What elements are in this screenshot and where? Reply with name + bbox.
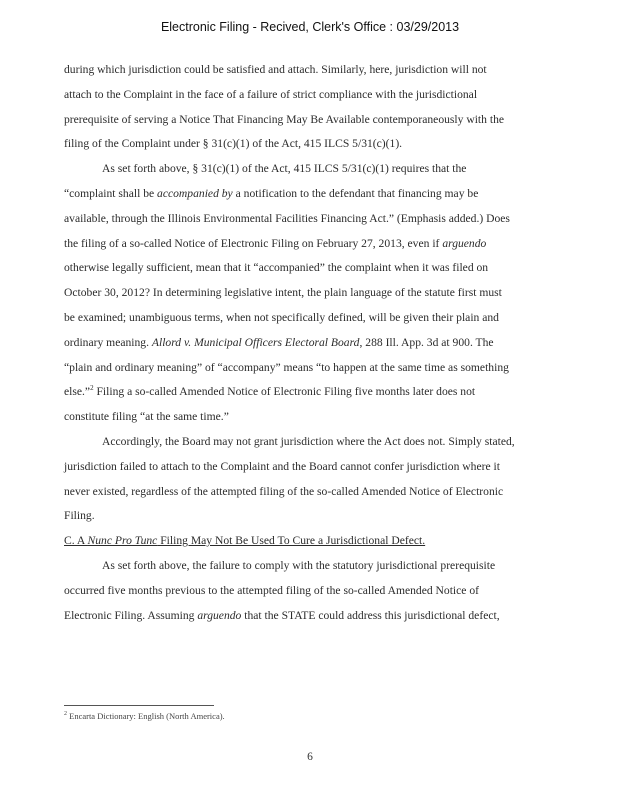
text-fragment: , 288 Ill. App. 3d at 900. The	[359, 335, 494, 349]
text-line: Filing.	[64, 509, 95, 523]
text-line: occurred five months previous to the attempted filing of the so-called Amended Notice of	[64, 583, 479, 597]
text-line: never existed, regardless of the attempted filing of the so-called Amended Notice of Electronic	[64, 484, 504, 498]
footnote-text: Encarta Dictionary: English (North America).	[67, 711, 225, 721]
emphasis-text: accompanied by	[157, 186, 233, 200]
heading-fragment: C. A	[64, 534, 88, 548]
case-citation: Allord v. Municipal Officers Electoral Board	[151, 335, 360, 349]
text-fragment: that the STATE could address this jurisdictional defect,	[241, 608, 500, 622]
filing-stamp-header: Electronic Filing - Recived, Clerk's Office : 03/29/2013	[160, 20, 460, 34]
text-line: constitute filing “at the same time.”	[64, 410, 229, 424]
text-line: October 30, 2012? In determining legislative intent, the plain language of the statute first must	[64, 286, 502, 300]
text-fragment: the filing of a so-called Notice of Electronic Filing on February 27, 2013, even if	[64, 236, 443, 250]
footnote-reference: 2	[90, 384, 94, 393]
text-line: be examined; unambiguous terms, when not specifically defined, will be given their plain and	[64, 310, 499, 324]
text-line: prerequisite of serving a Notice That Financing May Be Available contemporaneously with the	[64, 112, 505, 126]
paragraph-accompanied-by	[64, 157, 554, 430]
text-line: during which jurisdiction could be satisfied and attach. Similarly, here, jurisdiction will not	[64, 63, 487, 76]
text-fragment: “complaint shall be	[64, 186, 158, 200]
text-line: jurisdiction failed to attach to the Complaint and the Board cannot confer jurisdiction where it	[64, 459, 500, 473]
paragraph-jurisdiction-attach	[64, 58, 554, 157]
text-line: As set forth above, § 31(c)(1) of the Act, 415 ILCS 5/31(c)(1) requires that the	[102, 162, 467, 176]
page-number: 6	[307, 751, 313, 763]
text-fragment: a notification to the defendant that financing may be	[232, 186, 479, 200]
text-line: available, through the Illinois Environmental Facilities Financing Act.” (Emphasis added.) Does	[64, 211, 510, 225]
section-heading-c	[64, 529, 554, 554]
text-line: filing of the Complaint under § 31(c)(1) of the Act, 415 ILCS 5/31(c)(1).	[64, 137, 403, 151]
text-line: As set forth above, the failure to comply with the statutory jurisdictional prerequisite	[102, 558, 496, 572]
text-fragment: ordinary meaning.	[64, 335, 152, 349]
heading-fragment: Filing May Not Be Used To Cure a Jurisdictional Defect.	[157, 534, 426, 548]
footnote-divider	[64, 705, 214, 706]
text-line: Accordingly, the Board may not grant jurisdiction where the Act does not. Simply stated,	[102, 434, 515, 448]
text-line: attach to the Complaint in the face of a failure of strict compliance with the jurisdictional	[64, 87, 478, 101]
emphasis-text: arguendo	[197, 608, 242, 622]
emphasis-text: arguendo	[442, 236, 487, 250]
footnote-number: 2	[64, 711, 67, 718]
text-line: “plain and ordinary meaning” of “accompany” means “to happen at the same time as something	[64, 360, 509, 374]
paragraph-board-jurisdiction	[64, 430, 554, 529]
text-fragment: Filing a so-called Amended Notice of Electronic Filing five months later does not	[93, 385, 476, 399]
footnote	[64, 711, 225, 721]
heading-emphasis: Nunc Pro Tunc	[87, 534, 158, 548]
text-fragment: Electronic Filing. Assuming	[64, 608, 198, 622]
text-line: otherwise legally sufficient, mean that it “accompanied” the complaint when it was filed on	[64, 261, 489, 275]
document-body	[64, 58, 554, 628]
text-fragment: else.”	[64, 385, 91, 399]
paragraph-prerequisite	[64, 554, 554, 628]
